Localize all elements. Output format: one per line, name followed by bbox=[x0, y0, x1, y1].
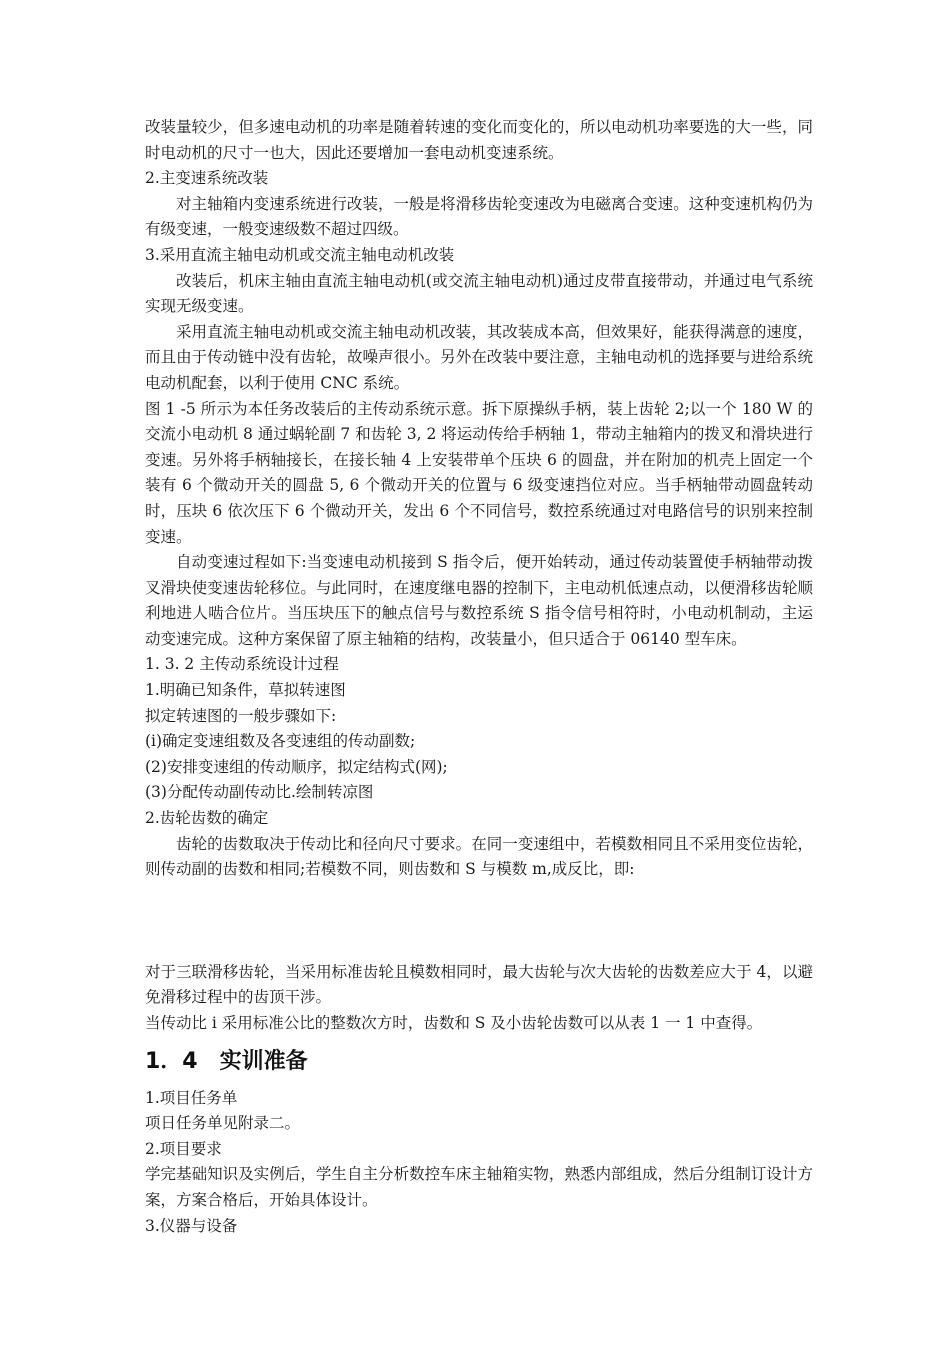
list-item: 2.主变速系统改装 bbox=[145, 169, 269, 188]
formula-placeholder bbox=[145, 883, 813, 960]
paragraph: 对主轴箱内变速系统进行改装，一般是将滑移齿轮变速改为电磁离合变速。这种变速机构仍为有级变速，一般变速级数不超过四级。 bbox=[145, 194, 813, 239]
paragraph: 拟定转速图的一般步骤如下: bbox=[145, 706, 337, 725]
list-item: 1.项目任务单 bbox=[145, 1088, 238, 1107]
section-subheading: 1. 3. 2 主传动系统设计过程 bbox=[145, 655, 339, 674]
paragraph: 齿轮的齿数取决于传动比和径向尺寸要求。在同一变速组中，若模数相同且不采用变位齿轮，则传动副的齿数和相同;若模数不同，则齿数和 S 与模数 m,成反比，即: bbox=[145, 834, 813, 879]
paragraph: 图 1 -5 所示为本任务改装后的主传动系统示意。拆下原操纵手柄，装上齿轮 2;以一个 180 W 的交流小电动机 8 通过蜗轮副 7 和齿轮 3, 2 将运动传给手柄轴 1，带动主轴箱内的拨叉和滑块进行变速。另外将手柄轴接长，在接长轴 4 上安装带单个压块 6 的圆盘，并在附加的机壳上固定一个装有 6 个微动开关的圆盘 5, 6 个微动开关的位置与 6 级变速挡位对应。当手柄轴带动圆盘转动时，压块 6 依次压下 6 个微动开关，发出 6 个不同信号，数控系统通过对电路信号的识别来控制变速。 bbox=[145, 399, 813, 546]
list-item: 1.明确已知条件，草拟转速图 bbox=[145, 681, 346, 700]
list-item: (3)分配传动副传动比.绘制转凉图 bbox=[145, 783, 374, 802]
list-item: (i)确定变速组数及各变速组的传动副数; bbox=[145, 732, 416, 751]
paragraph: 对于三联滑移齿轮，当采用标准齿轮且模数相同时，最大齿轮与次大齿轮的齿数差应大于 4，以避免滑移过程中的齿顶干涉。 bbox=[145, 962, 813, 1007]
document-page bbox=[145, 115, 813, 1239]
paragraph: 改装量较少，但多速电动机的功率是随着转速的变化而变化的，所以电动机功率要选的大一些，同时电动机的尺寸一也大，因此还要增加一套电动机变速系统。 bbox=[145, 118, 813, 162]
section-heading: 1．4 实训准备 bbox=[145, 1048, 308, 1074]
list-item: 2.齿轮齿数的确定 bbox=[145, 809, 269, 828]
paragraph: 采用直流主轴电动机或交流主轴电动机改装，其改装成本高，但效果好，能获得满意的速度，而且由于传动链中没有齿轮，故噪声很小。另外在改装中要注意，主轴电动机的选择要与进给系统电动机配套，以利于使用 CNC 系统。 bbox=[145, 322, 813, 392]
list-item: 2.项目要求 bbox=[145, 1139, 222, 1158]
paragraph: 当传动比 i 采用标准公比的整数次方时，齿数和 S 及小齿轮齿数可以从表 1 一 1 中查得。 bbox=[145, 1014, 763, 1032]
paragraph: 项日任务单见附录二。 bbox=[145, 1114, 301, 1133]
paragraph: 改装后，机床主轴由直流主轴电动机(或交流主轴电动机)通过皮带直接带动，并通过电气系统实现无级变速。 bbox=[145, 271, 813, 316]
paragraph: 自动变速过程如下:当变速电动机接到 S 指令后，便开始转动，通过传动装置使手柄轴带动拨叉滑块使变速齿轮移位。与此同时，在速度继电器的控制下，主电动机低速点动，以便滑移齿轮顺利地进人啮合位片。当压块压下的触点信号与数控系统 S 指令信号相符时，小电动机制动，主运动变速完成。这种方案保留了原主轴箱的结构，改装量小，但只适合于 06140 型车床。 bbox=[145, 553, 813, 648]
list-item: (2)安排变速组的传动顺序，拟定结构式(网); bbox=[145, 757, 448, 776]
list-item: 3.采用直流主轴电动机或交流主轴电动机改装 bbox=[145, 245, 455, 264]
list-item: 3.仪器与设备 bbox=[145, 1216, 238, 1235]
paragraph: 学完基础知识及实例后，学生自主分析数控车床主轴箱实物，熟悉内部组成，然后分组制订设计方案，方案合格后，开始具体设计。 bbox=[145, 1165, 813, 1209]
